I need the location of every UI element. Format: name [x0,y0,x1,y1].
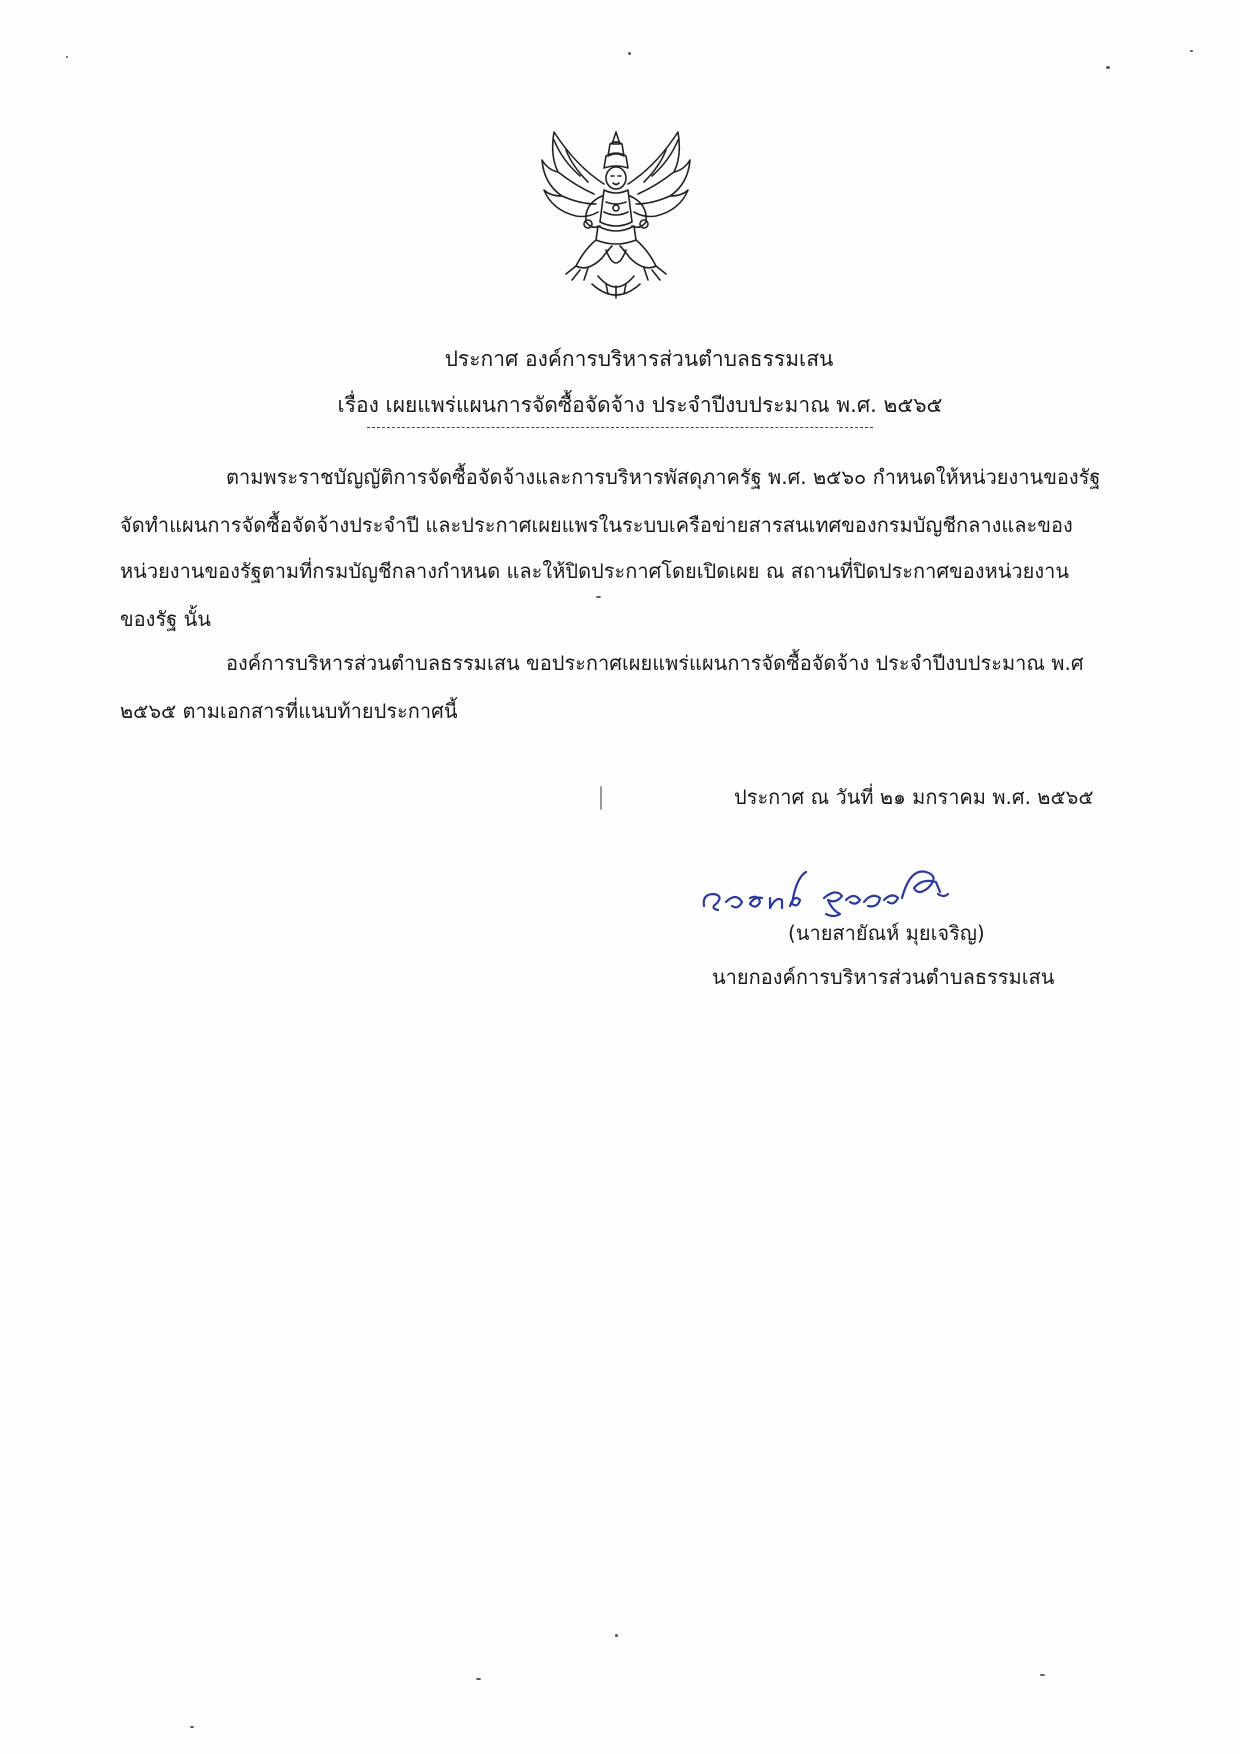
announcement-subject: เรื่อง เผยแพร่แผนการจัดซื้อจัดจ้าง ประจำปีงบประมาณ พ.ศ. ๒๕๖๕ [337,393,943,417]
title-divider [367,427,873,428]
signer-name: (นายสายัณห์ มุยเจริญ) [788,921,985,945]
body-paragraph2-line1: องค์การบริหารส่วนตำบลธรรมเสน ขอประกาศเผยแพร่แผนการจัดซื้อจัดจ้าง ประจำปีงบประมาณ พ.ศ [226,651,1084,675]
handwritten-signature [696,848,996,928]
scan-speck [190,1726,194,1728]
scan-speck [600,786,602,810]
scan-speck [615,1634,618,1637]
scan-speck [628,52,631,55]
body-paragraph1-line3: หน่วยงานของรัฐตามที่กรมบัญชีกลางกำหนด และให้ปิดประกาศโดยเปิดเผย ณ สถานที่ปิดประกาศของหน่วยงาน [120,559,1070,583]
announcement-title: ประกาศ องค์การบริหารส่วนตำบลธรรมเสน [444,347,834,371]
scan-speck [1040,1674,1045,1676]
scan-speck [596,596,601,598]
scan-speck [66,56,68,58]
signer-title: นายกองค์การบริหารส่วนตำบลธรรมเสน [712,965,1055,989]
garuda-emblem-icon [536,126,696,306]
body-paragraph1-line4: ของรัฐ นั้น [120,607,211,631]
scan-speck [1190,50,1193,52]
scan-speck [1106,66,1110,69]
body-paragraph1-line1: ตามพระราชบัญญัติการจัดซื้อจัดจ้างและการบริหารพัสดุภาครัฐ พ.ศ. ๒๕๖๐ กำหนดให้หน่วยงานของรัฐ [226,465,1101,489]
body-paragraph1-line2: จัดทำแผนการจัดซื้อจัดจ้างประจำปี และประกาศเผยแพรในระบบเครือข่ายสารสนเทศของกรมบัญชีกลางและของ [120,513,1073,537]
scan-speck [476,1678,481,1680]
body-paragraph2-line2: ๒๕๖๕ ตามเอกสารที่แนบท้ายประกาศนี้ [120,699,458,723]
announcement-date: ประกาศ ณ วันที่ ๒๑ มกราคม พ.ศ. ๒๕๖๕ [734,785,1094,809]
